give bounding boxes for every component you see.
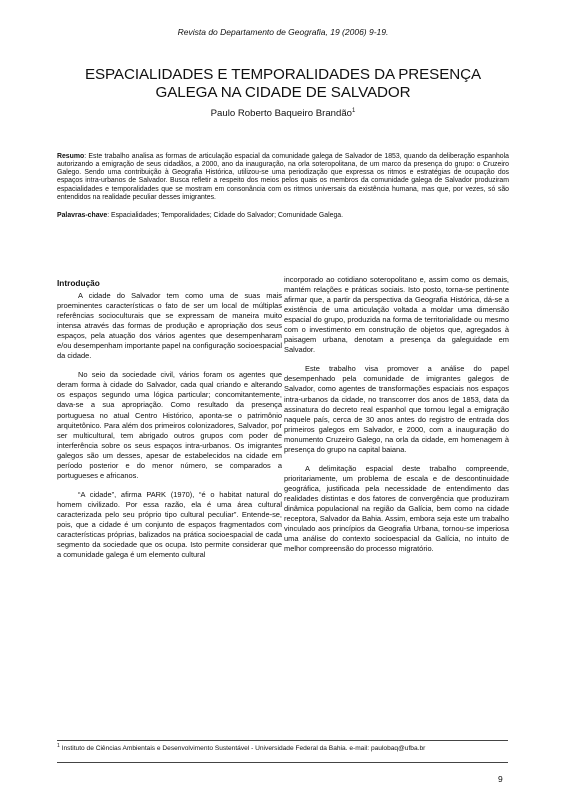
author-name: Paulo Roberto Baqueiro Brandão xyxy=(210,108,352,120)
left-column xyxy=(57,291,282,560)
abstract-label: Resumo xyxy=(57,153,85,160)
author-line xyxy=(0,108,566,119)
footnote-mark: 1 xyxy=(57,743,60,749)
page-divider xyxy=(57,762,508,763)
keywords-text: : Espacialidades; Temporalidades; Cidade do Salvador; Comunidade Galega. xyxy=(107,212,344,219)
journal-header: Revista do Departamento de Geografia, 19 (2006) 9-19. xyxy=(177,27,389,37)
footnote-text: Instituto de Ciências Ambientais e Desenvolvimento Sustentável - Universidade Federal da Bahia. e-mail: paulobaq@ufba.br xyxy=(59,745,426,753)
paragraph: Este trabalho visa promover a análise do papel desempenhado pela comunidade de imigrantes galegos de Salvador, como agentes de transformações espaciais nos espaços intra-urbanos da cidade, no transcorrer dos anos de 1853, data da assinatura do decreto real espanhol que tornou legal a emigração naquele país, cerca de 30 anos antes do registro de entrada dos primeiros galegos em Salvador, e 2000, com a inauguração do monumento Cruzeiro Galego, na orla da cidade, em homenagem à presença do grupo na capital baiana. xyxy=(284,364,509,454)
paragraph: “A cidade”, afirma PARK (1970), “é o habitat natural do homem civilizado. Por essa razão, ela é uma área cultural caracterizada pelo seu próprio tipo cultural peculiar”. Entende-se, pois, que a cidade é um conjunto de espaços fragmentados com características próprias, balizados na prática socioespacial de cada segmento da sociedade que os ocupa. Isto permite considerar que a comunidade galega é um elemento cultural xyxy=(57,489,282,560)
keywords-label: Palavras-chave xyxy=(57,212,108,219)
author-footnote-mark: 1 xyxy=(352,108,356,114)
paragraph: A delimitação espacial deste trabalho compreende, prioritariamente, um problema de escala e de descontinuidade geográfica, justificada pela necessidade de entendimento das realidades distintas e dos fatores de convergência que produziram dinâmica populacional na região da Galícia, bem como na cidade receptora, Salvador da Bahia. Assim, embora seja este um trabalho vinculado aos princípios da Geografia Urbana, tornou-se imperiosa uma análise do contexto socioespacial da Galícia, no intuito de melhor compreensão do processo migratório. xyxy=(284,463,509,554)
footnote-divider xyxy=(57,740,508,741)
paper-title xyxy=(40,66,526,102)
paragraph: No seio da sociedade civil, vários foram os agentes que deram forma à cidade do Salvador, cada qual criando e alterando os espaços segundo uma lógica particular; concomitantemente, dava-se a sua apropriação. Como resultado da presença portuguesa no atual Centro Histórico, aponta-se o patrimônio arquitetônico. Para além dos primeiros colonizadores, Salvador, por ser multicultural, tem abrigado outros grupos com poder de interferência sobre os seus espaços intra-urbanos. Os imigrantes galegos são um desses, apesar de estabelecidos na cidade em período posterior e do menor número, se comparados a portugueses e africanos. xyxy=(57,370,282,480)
footnote xyxy=(57,743,425,752)
keywords xyxy=(57,212,509,219)
paragraph: A cidade do Salvador tem como uma de suas mais proeminentes características o fato de ser um local de múltiplas referências socioculturais que se expressam de maneira muito intensa através das formas de produção e apropriação dos seus espaços, pela atuação dos vários agentes que desempenharam e/ou desempenham importante papel na configuração socioespacial da cidade. xyxy=(57,291,282,361)
right-column xyxy=(284,275,509,554)
title-line-2: GALEGA NA CIDADE DE SALVADOR xyxy=(155,84,411,101)
title-line-1: ESPACIALIDADES E TEMPORALIDADES DA PRESENÇA xyxy=(84,66,482,83)
page-number: 9 xyxy=(498,774,503,784)
paragraph: incorporado ao cotidiano soteropolitano e, assim como os demais, mantém relações e práticas sociais. Isto posto, torna-se pertinente afirmar que, a partir da perspectiva da Geografia Histórica, dá-se a existência de uma articulação voltada a moldar uma dimensão espacial do grupo, produzida na forma de territorialidade ou mesmo com o investimento em construção de objetos que, agregados à paisagem urbana, denotam a presença da galeguidade em Salvador. xyxy=(284,275,509,355)
section-heading-introduction: Introdução xyxy=(57,278,100,288)
abstract-text: : Este trabalho analisa as formas de articulação espacial da comunidade galega de Salvador de 1853, quando da deliberação espanhola autorizando a emigração de seus cidadãos, a 2000, ano da inauguração, na orla soteropolitana, de um marco da presença do grupo: o Cruzeiro Galego. Sendo uma contribuição à Geografia Histórica, utilizou-se uma periodização que expressa os ritmos e estratégias de ocupação dos espaços intra-urbanos de Salvador. Busca refletir a respeito dos meios pelos quais os membros da comunidade galega de Salvador produziram espacialidades e temporalidades que se mostram em consonância com os ritmos universais da existência humana, mas que, por vezes, só são entendidos na realidade peculiar desses imigrantes. xyxy=(57,153,509,201)
abstract xyxy=(57,153,509,202)
